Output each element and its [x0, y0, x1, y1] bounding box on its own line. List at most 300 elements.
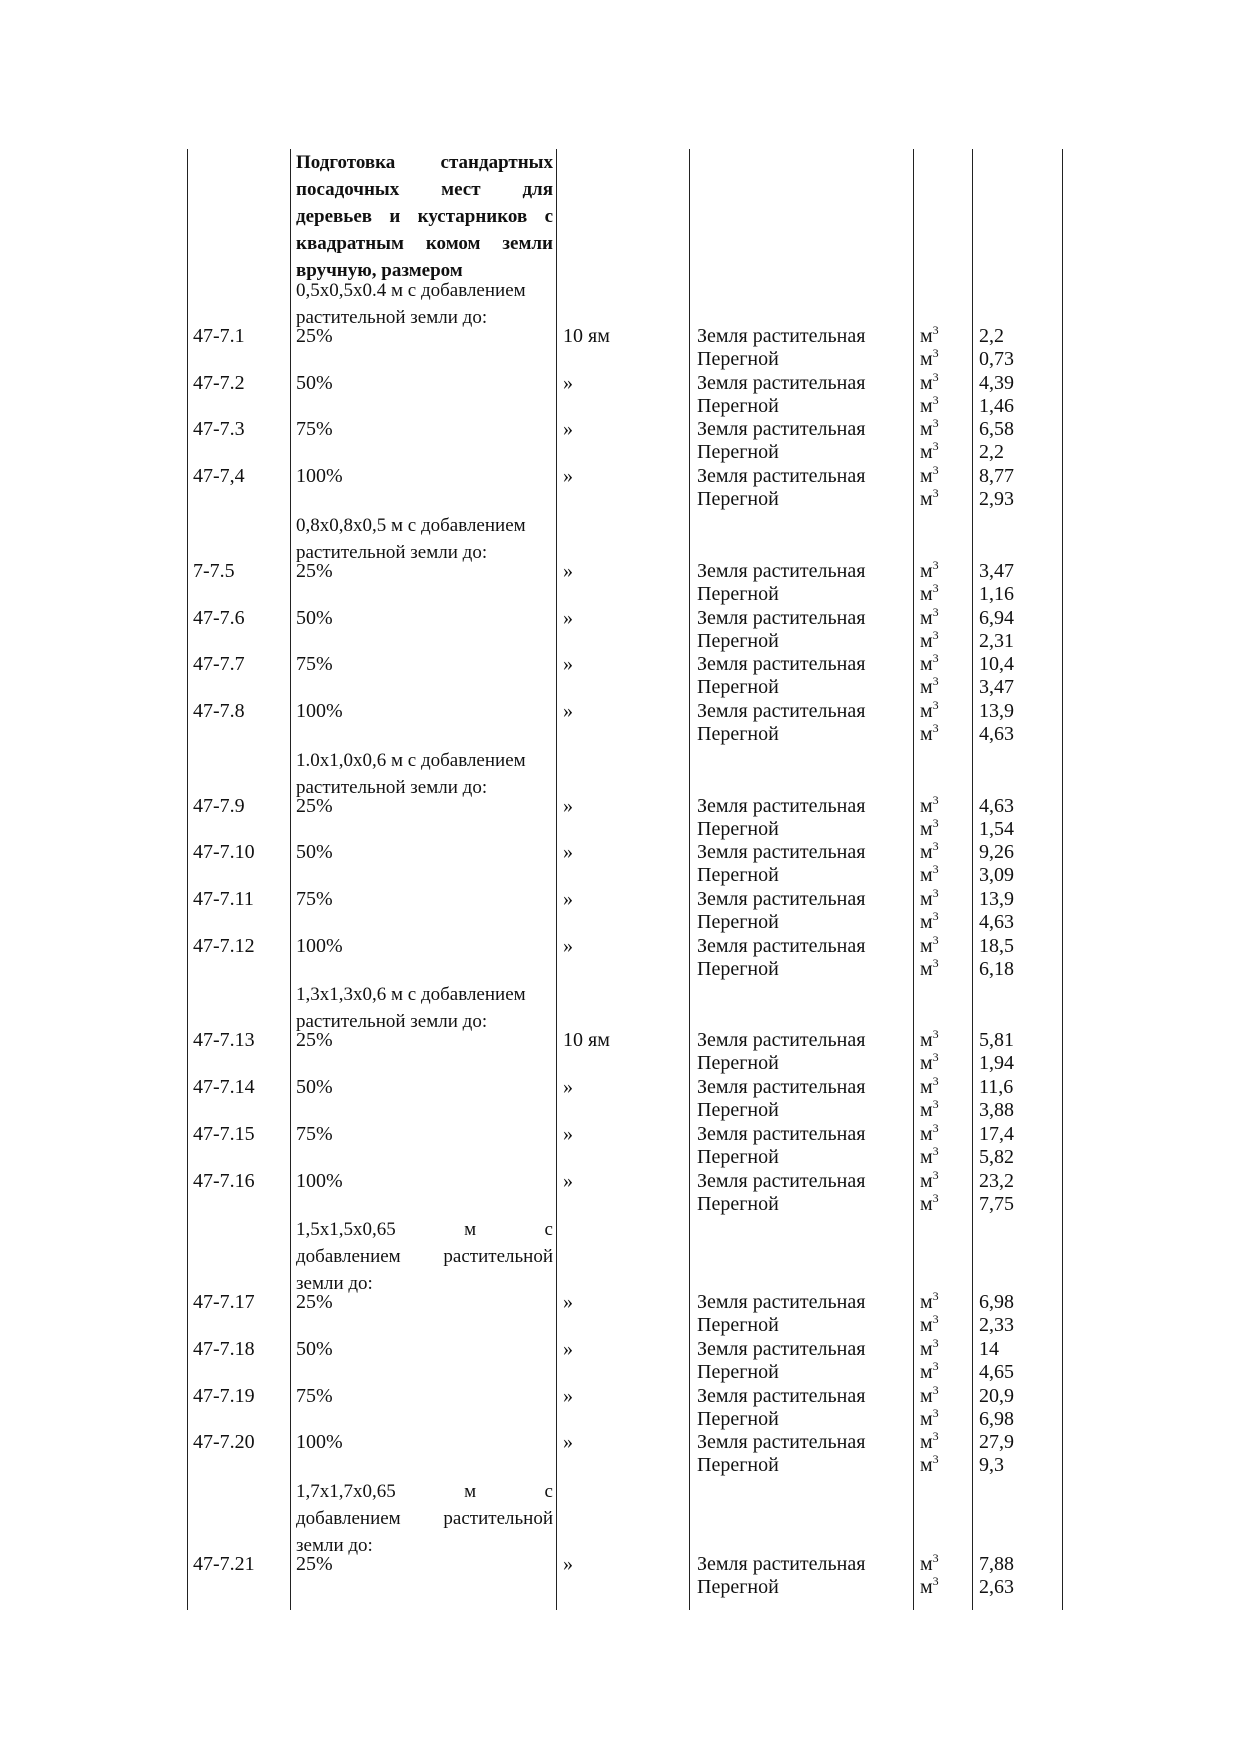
- material-quantity: 3,47: [979, 676, 1014, 699]
- unit-exponent: 3: [932, 1027, 939, 1042]
- material-quantity: 2,93: [979, 488, 1014, 511]
- unit-exponent: 3: [932, 815, 939, 830]
- size-description-line: растительной земли до:: [296, 776, 488, 798]
- material-quantity: 14: [979, 1337, 999, 1360]
- material-name: Земля растительная: [697, 465, 866, 488]
- size-description-line: растительной земли до:: [296, 307, 488, 328]
- material-quantity: 4,63: [979, 794, 1014, 817]
- norm-code: 47-7.10: [193, 841, 255, 864]
- unit-base: м: [920, 1029, 933, 1052]
- unit-cubic-meter: [920, 1052, 939, 1075]
- material-name: Земля растительная: [697, 841, 866, 864]
- material-name: Перегной: [697, 1052, 779, 1075]
- soil-percent: 100%: [296, 934, 343, 957]
- size-description: [296, 277, 553, 331]
- norm-code: 7-7.5: [193, 559, 235, 582]
- material-name: Перегной: [697, 1314, 779, 1337]
- material-quantity: 27,9: [979, 1431, 1014, 1454]
- unit-cubic-meter: [920, 1120, 939, 1146]
- table-border-col3: [556, 149, 557, 1610]
- unit-cubic-meter: [920, 441, 939, 464]
- unit-cubic-meter: [920, 841, 939, 864]
- size-description-line: растительной земли до:: [296, 1011, 488, 1033]
- material-quantity: 2,31: [979, 629, 1014, 652]
- material-name: Земля растительная: [697, 794, 866, 817]
- unit-base: м: [920, 465, 933, 488]
- soil-percent: 25%: [296, 559, 333, 582]
- unit-base: м: [920, 441, 933, 464]
- material-name: Земля растительная: [697, 888, 866, 910]
- material-name: Перегной: [697, 1192, 779, 1215]
- soil-percent: 50%: [296, 1076, 333, 1099]
- norm-code: 47-7.9: [193, 794, 245, 817]
- material-quantity: 23,2: [979, 1169, 1014, 1192]
- unit-base: м: [920, 1337, 933, 1360]
- unit-exponent: 3: [932, 1167, 939, 1182]
- soil-percent: 50%: [296, 1337, 333, 1360]
- size-description: [296, 1478, 553, 1559]
- unit-cubic-meter: [920, 697, 939, 723]
- measure-unit: »: [563, 371, 573, 394]
- measure-unit: »: [563, 1169, 573, 1192]
- material-quantity: 3,09: [979, 864, 1014, 887]
- unit-exponent: 3: [932, 604, 939, 619]
- material-name: Земля растительная: [697, 325, 866, 347]
- unit-cubic-meter: [920, 325, 939, 348]
- material-quantity: 1,46: [979, 394, 1014, 417]
- material-name: Перегной: [697, 582, 779, 605]
- unit-cubic-meter: [920, 1553, 939, 1576]
- material-quantity: 18,5: [979, 934, 1014, 957]
- material-quantity: 9,26: [979, 841, 1014, 864]
- unit-exponent: 3: [932, 1312, 939, 1327]
- unit-exponent: 3: [932, 1289, 939, 1304]
- material-quantity: 2,2: [979, 325, 1004, 347]
- unit-cubic-meter: [920, 864, 939, 887]
- table-border-col2: [290, 149, 291, 1610]
- unit-base: м: [920, 1407, 933, 1430]
- material-quantity: 20,9: [979, 1384, 1014, 1407]
- unit-base: м: [920, 676, 933, 699]
- material-name: Перегной: [697, 1576, 779, 1598]
- unit-cubic-meter: [920, 792, 939, 818]
- unit-base: м: [920, 888, 933, 910]
- section-title-line: вручную, размером: [296, 260, 463, 281]
- material-quantity: 1,54: [979, 817, 1014, 840]
- unit-base: м: [920, 488, 933, 511]
- unit-exponent: 3: [932, 1097, 939, 1112]
- unit-exponent: 3: [932, 697, 939, 712]
- material-quantity: 7,88: [979, 1553, 1014, 1575]
- measure-unit: »: [563, 934, 573, 957]
- section-title-line: Подготовка стандартных: [296, 152, 553, 173]
- size-description: [296, 1216, 553, 1297]
- unit-exponent: 3: [932, 416, 939, 431]
- material-quantity: 13,9: [979, 699, 1014, 722]
- soil-percent: 75%: [296, 888, 333, 910]
- unit-exponent: 3: [932, 346, 939, 360]
- material-name: Земля растительная: [697, 1122, 866, 1145]
- table-border-col6: [972, 149, 973, 1610]
- unit-cubic-meter: [920, 1291, 939, 1314]
- norm-code: 47-7.7: [193, 653, 245, 676]
- table-border-col4: [689, 149, 690, 1610]
- unit-base: м: [920, 1291, 933, 1314]
- material-quantity: 2,33: [979, 1314, 1014, 1337]
- measure-unit: »: [563, 1291, 573, 1314]
- material-quantity: 2,63: [979, 1576, 1014, 1598]
- material-name: Перегной: [697, 676, 779, 699]
- unit-exponent: 3: [932, 886, 939, 900]
- norm-code: 47-7.6: [193, 606, 245, 629]
- unit-exponent: 3: [932, 580, 939, 595]
- unit-base: м: [920, 911, 933, 933]
- size-description-line: добавлением растительной: [296, 1246, 553, 1268]
- measure-unit: »: [563, 1076, 573, 1099]
- size-description-line: 1.0x1,0x0,6 м с добавлением: [296, 749, 526, 771]
- unit-exponent: 3: [932, 1382, 939, 1397]
- unit-base: м: [920, 394, 933, 417]
- unit-exponent: 3: [932, 1120, 939, 1135]
- unit-exponent: 3: [932, 557, 939, 572]
- size-description-line: земли до:: [296, 1535, 373, 1556]
- measure-unit: »: [563, 418, 573, 441]
- unit-exponent: 3: [932, 651, 939, 666]
- unit-base: м: [920, 559, 933, 582]
- soil-percent: 25%: [296, 1029, 333, 1052]
- unit-cubic-meter: [920, 557, 939, 583]
- material-name: Перегной: [697, 957, 779, 980]
- material-quantity: 4,39: [979, 371, 1014, 394]
- size-description: [296, 512, 553, 566]
- unit-base: м: [920, 653, 933, 676]
- measure-unit: »: [563, 1337, 573, 1360]
- material-quantity: 6,98: [979, 1407, 1014, 1430]
- unit-cubic-meter: [920, 1099, 939, 1122]
- unit-exponent: 3: [932, 1452, 939, 1467]
- unit-exponent: 3: [932, 932, 939, 947]
- material-quantity: 1,94: [979, 1052, 1014, 1075]
- measure-unit: »: [563, 1122, 573, 1145]
- unit-exponent: 3: [932, 1050, 939, 1065]
- unit-exponent: 3: [932, 1551, 939, 1565]
- norm-code: 47-7.15: [193, 1122, 255, 1145]
- unit-cubic-meter: [920, 348, 939, 371]
- material-name: Перегной: [697, 441, 779, 464]
- norm-code: 47-7.12: [193, 934, 255, 957]
- material-name: Земля растительная: [697, 1291, 866, 1314]
- material-quantity: 7,75: [979, 1192, 1014, 1215]
- soil-percent: 100%: [296, 1431, 343, 1454]
- material-name: Земля растительная: [697, 653, 866, 676]
- soil-percent: 25%: [296, 1553, 333, 1575]
- unit-exponent: 3: [932, 486, 939, 501]
- unit-exponent: 3: [932, 392, 939, 407]
- unit-base: м: [920, 722, 933, 745]
- material-name: Земля растительная: [697, 1169, 866, 1192]
- norm-code: 47-7.1: [193, 325, 245, 347]
- material-quantity: 13,9: [979, 888, 1014, 910]
- unit-base: м: [920, 794, 933, 817]
- unit-cubic-meter: [920, 369, 939, 395]
- unit-exponent: 3: [932, 1405, 939, 1420]
- size-description-line: 1,5x1,5x0,65 м с: [296, 1219, 553, 1241]
- material-quantity: 4,63: [979, 722, 1014, 745]
- unit-cubic-meter: [920, 815, 939, 841]
- material-name: Перегной: [697, 911, 779, 933]
- norm-code: 47-7.13: [193, 1029, 255, 1052]
- material-quantity: 17,4: [979, 1122, 1014, 1145]
- unit-cubic-meter: [920, 418, 939, 441]
- size-description-line: 0,5x0,5x0.4 м с добавлением: [296, 280, 526, 301]
- size-description-line: 1,3x1,3x0,6 м с добавлением: [296, 984, 526, 1006]
- soil-percent: 100%: [296, 1169, 343, 1192]
- material-quantity: 9,3: [979, 1454, 1004, 1477]
- material-name: Перегной: [697, 864, 779, 887]
- unit-cubic-meter: [920, 465, 939, 488]
- unit-exponent: 3: [932, 839, 939, 854]
- unit-exponent: 3: [932, 1143, 939, 1158]
- unit-exponent: 3: [932, 909, 939, 923]
- unit-cubic-meter: [920, 1358, 939, 1384]
- soil-percent: 25%: [296, 325, 333, 347]
- material-name: Земля растительная: [697, 1431, 866, 1454]
- unit-base: м: [920, 1052, 933, 1075]
- material-name: Земля растительная: [697, 1337, 866, 1360]
- measure-unit: »: [563, 559, 573, 582]
- soil-percent: 50%: [296, 841, 333, 864]
- measure-unit: »: [563, 1553, 573, 1575]
- material-name: Перегной: [697, 1145, 779, 1168]
- unit-cubic-meter: [920, 1167, 939, 1193]
- section-title-line: квадратным комом земли: [296, 233, 553, 254]
- norm-code: 47-7.16: [193, 1169, 255, 1192]
- material-name: Земля растительная: [697, 606, 866, 629]
- material-quantity: 0,73: [979, 348, 1014, 370]
- unit-exponent: 3: [932, 862, 939, 877]
- norm-code: 47-7.21: [193, 1553, 255, 1575]
- size-description: [296, 981, 553, 1035]
- unit-cubic-meter: [920, 720, 939, 746]
- unit-exponent: 3: [932, 1358, 939, 1373]
- section-title-line: посадочных мест для: [296, 179, 553, 200]
- section-title-line: деревьев и кустарников с: [296, 206, 553, 227]
- unit-cubic-meter: [920, 392, 939, 418]
- unit-cubic-meter: [920, 1029, 939, 1052]
- soil-percent: 50%: [296, 371, 333, 394]
- material-quantity: 4,63: [979, 911, 1014, 933]
- unit-base: м: [920, 1576, 933, 1598]
- unit-cubic-meter: [920, 1335, 939, 1361]
- unit-base: м: [920, 934, 933, 957]
- soil-percent: 100%: [296, 465, 343, 488]
- material-quantity: 10,4: [979, 653, 1014, 676]
- measure-unit: »: [563, 699, 573, 722]
- soil-percent: 75%: [296, 653, 333, 676]
- material-name: Перегной: [697, 1360, 779, 1383]
- unit-exponent: 3: [932, 1190, 939, 1205]
- unit-cubic-meter: [920, 1405, 939, 1431]
- unit-cubic-meter: [920, 580, 939, 606]
- soil-percent: 100%: [296, 699, 343, 722]
- size-description-line: растительной земли до:: [296, 541, 488, 563]
- material-name: Земля растительная: [697, 371, 866, 394]
- unit-exponent: 3: [932, 1335, 939, 1350]
- unit-exponent: 3: [932, 674, 939, 689]
- unit-cubic-meter: [920, 1143, 939, 1169]
- unit-base: м: [920, 1431, 933, 1454]
- unit-base: м: [920, 1192, 933, 1215]
- unit-base: м: [920, 957, 933, 980]
- material-quantity: 3,47: [979, 559, 1014, 582]
- measure-unit: »: [563, 653, 573, 676]
- unit-exponent: 3: [932, 439, 939, 454]
- unit-cubic-meter: [920, 1431, 939, 1454]
- unit-cubic-meter: [920, 911, 939, 934]
- norm-code: 47-7.14: [193, 1076, 255, 1099]
- norm-code: 47-7.18: [193, 1337, 255, 1360]
- soil-percent: 75%: [296, 1122, 333, 1145]
- material-name: Перегной: [697, 629, 779, 652]
- material-quantity: 5,82: [979, 1145, 1014, 1168]
- norm-code: 47-7.11: [193, 888, 254, 910]
- unit-cubic-meter: [920, 1576, 939, 1599]
- unit-base: м: [920, 371, 933, 394]
- material-name: Перегной: [697, 722, 779, 745]
- unit-base: м: [920, 817, 933, 840]
- unit-exponent: 3: [932, 323, 939, 337]
- unit-exponent: 3: [932, 369, 939, 384]
- measure-unit: 10 ям: [563, 325, 610, 347]
- unit-base: м: [920, 841, 933, 864]
- unit-base: м: [920, 325, 933, 347]
- norm-code: 47-7,4: [193, 465, 245, 488]
- material-name: Земля растительная: [697, 1553, 866, 1575]
- norm-code: 47-7.8: [193, 699, 245, 722]
- material-name: Земля растительная: [697, 1076, 866, 1099]
- unit-base: м: [920, 1099, 933, 1122]
- unit-cubic-meter: [920, 653, 939, 676]
- unit-exponent: 3: [932, 1574, 939, 1588]
- unit-cubic-meter: [920, 1382, 939, 1408]
- material-name: Земля растительная: [697, 418, 866, 441]
- material-quantity: 2,2: [979, 441, 1004, 464]
- unit-cubic-meter: [920, 676, 939, 699]
- material-name: Земля растительная: [697, 699, 866, 722]
- unit-cubic-meter: [920, 1314, 939, 1337]
- unit-exponent: 3: [932, 955, 939, 970]
- material-quantity: 6,58: [979, 418, 1014, 441]
- soil-percent: 25%: [296, 794, 333, 817]
- measure-unit: »: [563, 794, 573, 817]
- size-description-line: 1,7x1,7x0,65 м с: [296, 1481, 553, 1502]
- size-description: [296, 747, 553, 801]
- measure-unit: 10 ям: [563, 1029, 610, 1052]
- unit-cubic-meter: [920, 488, 939, 511]
- unit-base: м: [920, 1454, 933, 1477]
- unit-cubic-meter: [920, 932, 939, 958]
- table-border-right: [1062, 149, 1063, 1610]
- unit-cubic-meter: [920, 1076, 939, 1099]
- unit-exponent: 3: [932, 792, 939, 807]
- material-quantity: 6,94: [979, 606, 1014, 629]
- material-name: Перегной: [697, 1099, 779, 1122]
- unit-cubic-meter: [920, 604, 939, 630]
- measure-unit: »: [563, 606, 573, 629]
- material-name: Земля растительная: [697, 559, 866, 582]
- material-name: Земля растительная: [697, 934, 866, 957]
- material-quantity: 3,88: [979, 1099, 1014, 1122]
- unit-exponent: 3: [932, 1429, 939, 1444]
- unit-exponent: 3: [932, 627, 939, 642]
- unit-base: м: [920, 1384, 933, 1407]
- material-quantity: 4,65: [979, 1360, 1014, 1383]
- measure-unit: »: [563, 841, 573, 864]
- norm-code: 47-7.19: [193, 1384, 255, 1407]
- soil-percent: 50%: [296, 606, 333, 629]
- material-quantity: 8,77: [979, 465, 1014, 488]
- unit-cubic-meter: [920, 627, 939, 653]
- material-name: Перегной: [697, 348, 779, 370]
- norm-code: 47-7.20: [193, 1431, 255, 1454]
- unit-exponent: 3: [932, 1074, 939, 1089]
- material-quantity: 5,81: [979, 1029, 1014, 1052]
- material-name: Земля растительная: [697, 1384, 866, 1407]
- unit-exponent: 3: [932, 720, 939, 735]
- unit-base: м: [920, 582, 933, 605]
- unit-base: м: [920, 699, 933, 722]
- material-name: Перегной: [697, 394, 779, 417]
- material-name: Перегной: [697, 488, 779, 511]
- unit-cubic-meter: [920, 1454, 939, 1477]
- material-quantity: 6,98: [979, 1291, 1014, 1314]
- soil-percent: 25%: [296, 1291, 333, 1314]
- unit-base: м: [920, 864, 933, 887]
- unit-base: м: [920, 1360, 933, 1383]
- unit-cubic-meter: [920, 955, 939, 981]
- norm-code: 47-7.17: [193, 1291, 255, 1314]
- table-border-left: [187, 149, 188, 1610]
- material-name: Земля растительная: [697, 1029, 866, 1052]
- measure-unit: »: [563, 1431, 573, 1454]
- size-description-line: земли до:: [296, 1273, 373, 1295]
- material-name: Перегной: [697, 1407, 779, 1430]
- unit-base: м: [920, 1145, 933, 1168]
- norm-code: 47-7.3: [193, 418, 245, 441]
- material-name: Перегной: [697, 817, 779, 840]
- unit-base: м: [920, 1122, 933, 1145]
- unit-exponent: 3: [932, 463, 939, 478]
- soil-percent: 75%: [296, 1384, 333, 1407]
- section-title: [296, 149, 553, 284]
- unit-cubic-meter: [920, 1190, 939, 1216]
- unit-base: м: [920, 1169, 933, 1192]
- measure-unit: »: [563, 465, 573, 488]
- unit-base: м: [920, 348, 933, 370]
- material-quantity: 1,16: [979, 582, 1014, 605]
- unit-base: м: [920, 1553, 933, 1575]
- norm-code: 47-7.2: [193, 371, 245, 394]
- material-quantity: 11,6: [979, 1076, 1014, 1099]
- unit-cubic-meter: [920, 888, 939, 911]
- unit-base: м: [920, 1076, 933, 1099]
- unit-base: м: [920, 1314, 933, 1337]
- material-name: Перегной: [697, 1454, 779, 1477]
- material-quantity: 6,18: [979, 957, 1014, 980]
- size-description-line: добавлением растительной: [296, 1508, 553, 1529]
- unit-base: м: [920, 606, 933, 629]
- measure-unit: »: [563, 1384, 573, 1407]
